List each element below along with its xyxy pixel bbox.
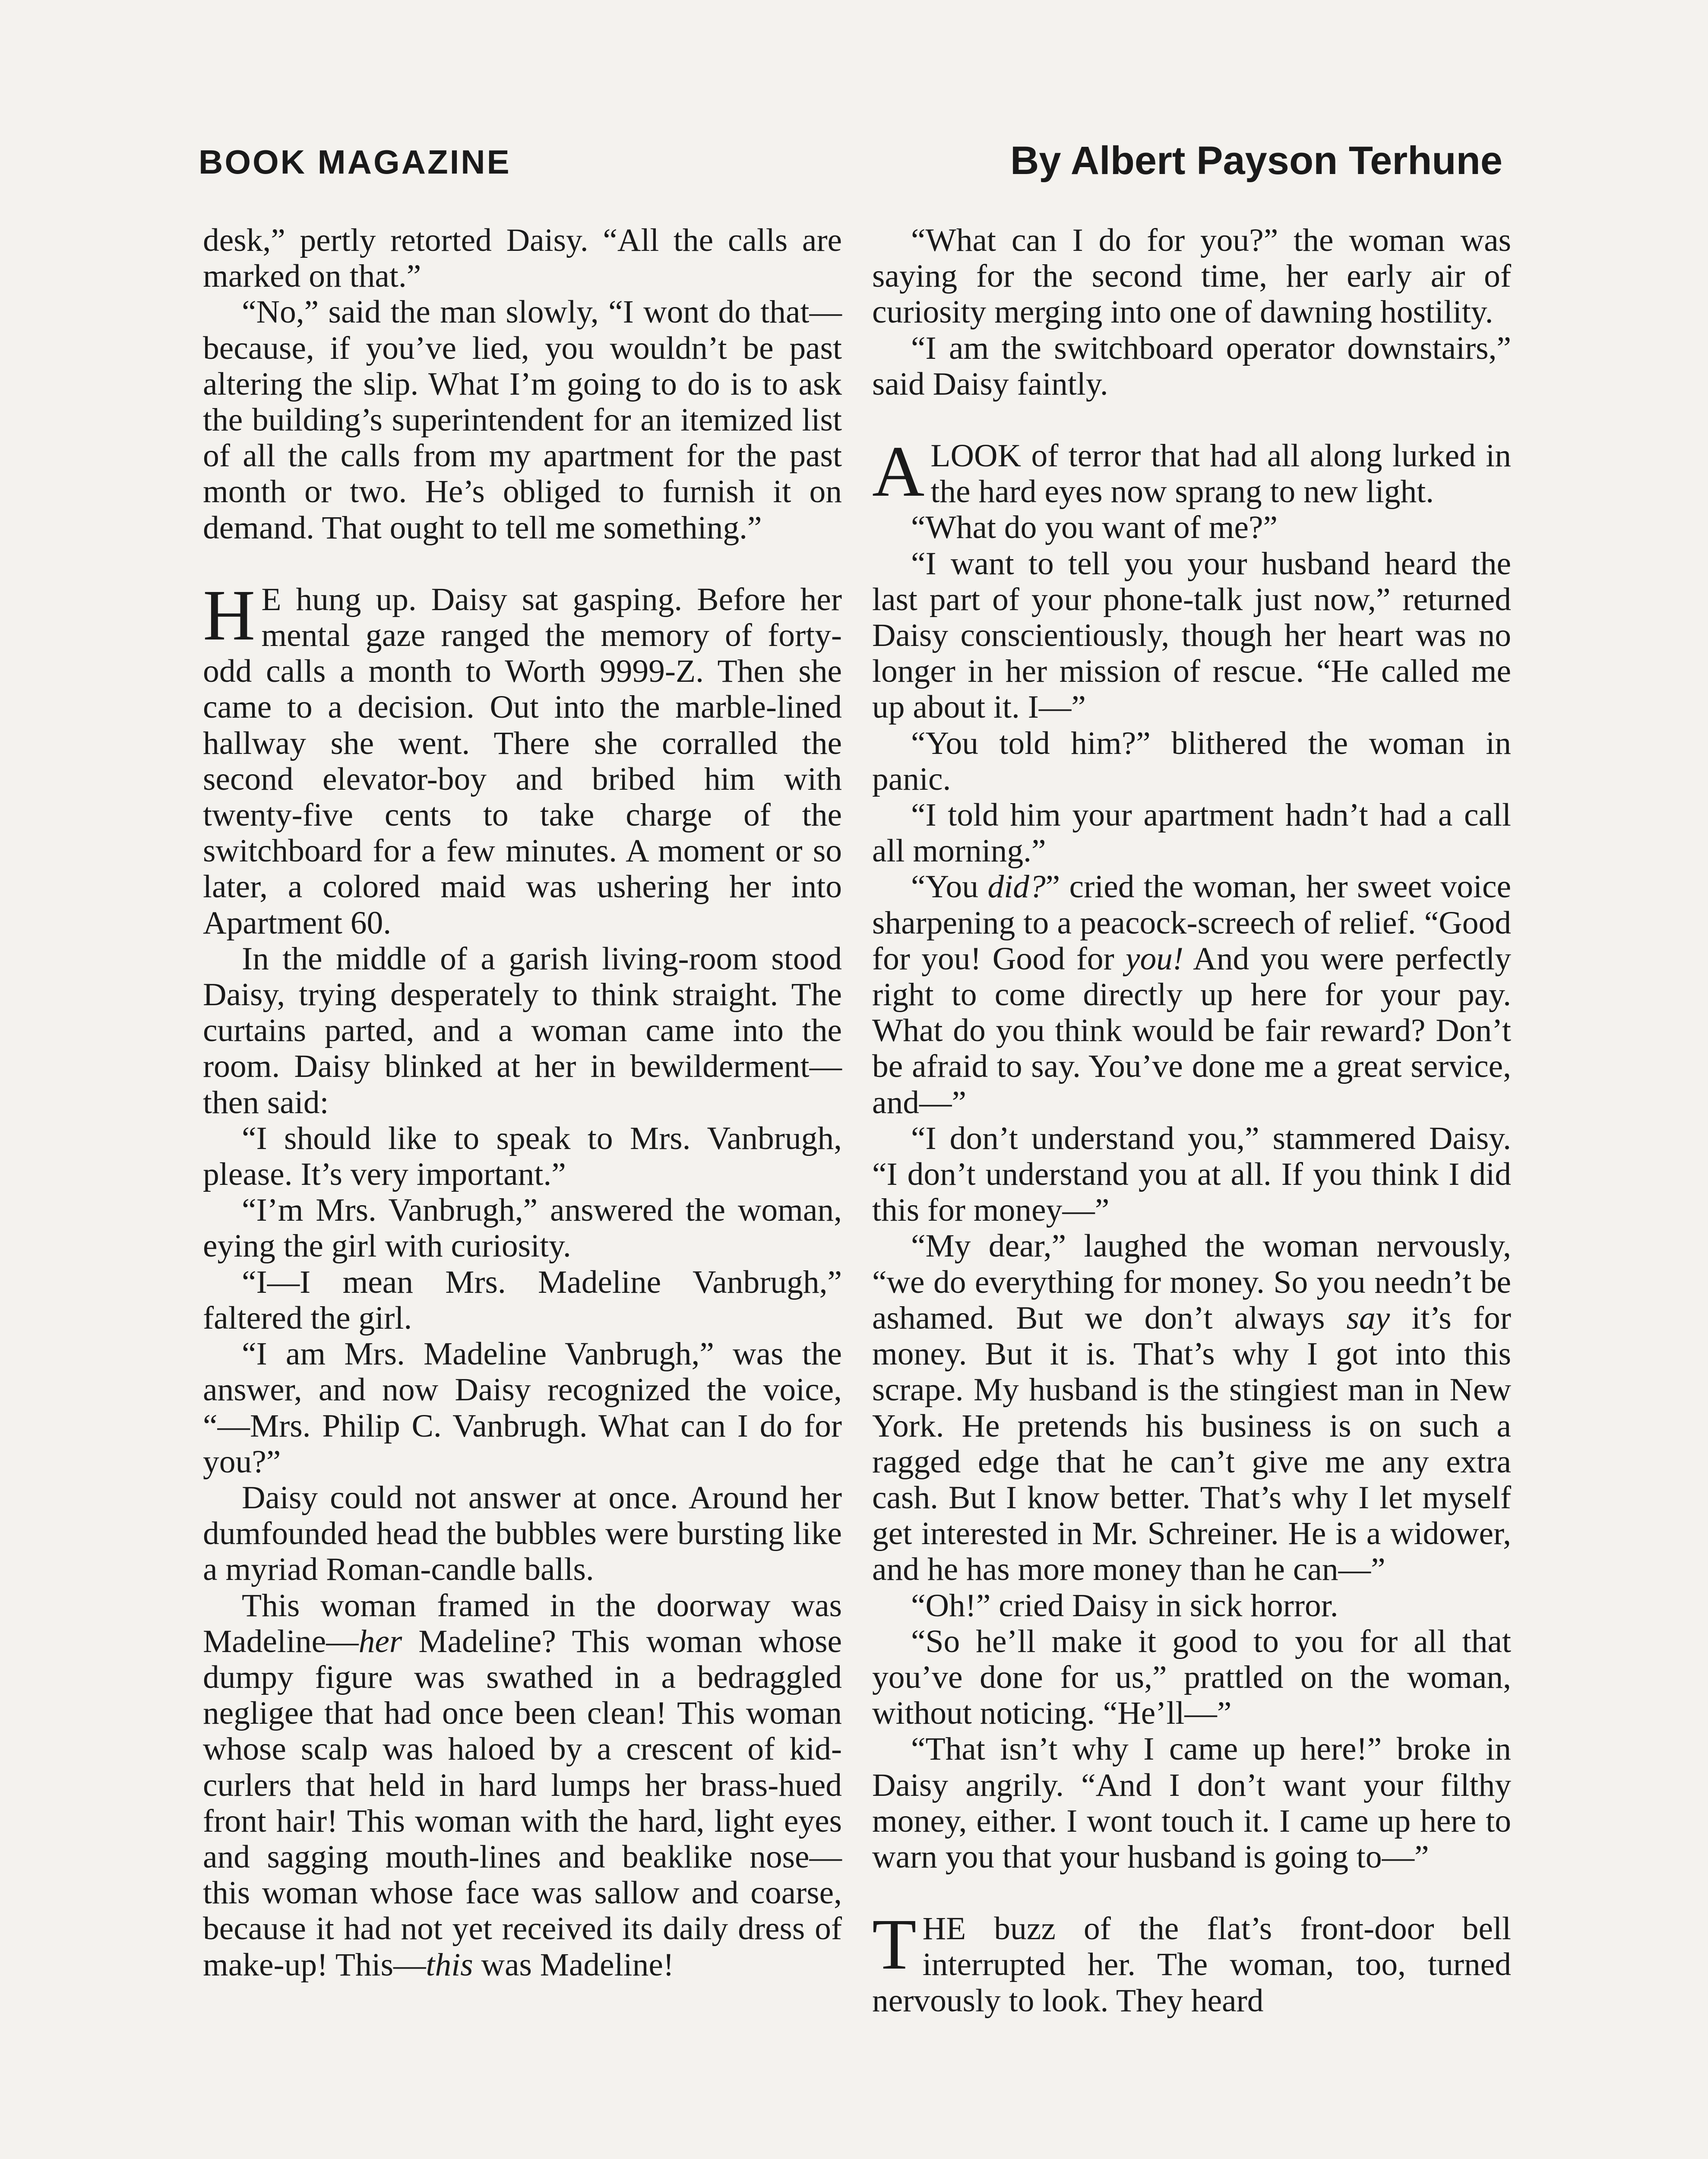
paragraph: desk,” pertly retorted Daisy. “All the calls are marked on that.” — [203, 222, 842, 294]
paragraph: “I should like to speak to Mrs. Vanbrugh, please. It’s very important.” — [203, 1120, 842, 1193]
paragraph: “I—I mean Mrs. Madeline Vanbrugh,” faltered the girl. — [203, 1264, 842, 1336]
paragraph: In the middle of a garish living-room stood Daisy, trying desperately to think straight. The curtains parted, and a woman came into the room. Daisy blinked at her in bewilderment—then said: — [203, 940, 842, 1121]
left-column — [203, 222, 842, 1983]
right-column — [872, 222, 1511, 2019]
paragraph: “You told him?” blithered the woman in panic. — [872, 725, 1511, 797]
paragraph: This woman framed in the doorway was Madeline—her Madeline? This woman whose dumpy figure was swathed in a bedraggled negligee that had once been clean! This woman whose scalp was haloed by a crescent of kid-curlers that held in hard lumps her brass-hued front hair! This woman with the hard, light eyes and sagging mouth-lines and beaklike nose—this woman whose face was sallow and coarse, because it had not yet received its daily dress of make-up! This—this was Madeline! — [203, 1587, 842, 1983]
paragraph: “I am Mrs. Madeline Vanbrugh,” was the answer, and now Daisy recognized the voice, “—Mrs. Philip C. Vanbrugh. What can I do for you?” — [203, 1336, 842, 1480]
drop-cap: H — [203, 575, 256, 655]
section-paragraph: THE buzz of the flat’s front-door bell interrupted her. The woman, too, turned nervously to look. They heard — [872, 1904, 1511, 2019]
drop-cap: A — [872, 431, 925, 512]
author-byline: By Albert Payson Terhune — [1010, 139, 1502, 183]
paragraph: “What can I do for you?” the woman was saying for the second time, her early air of curiosity merging into one of dawning hostility. — [872, 222, 1511, 330]
running-head — [199, 138, 1502, 190]
paragraph: “That isn’t why I came up here!” broke in Daisy angrily. “And I don’t want your filthy money, either. I wont touch it. I came up here to warn you that your husband is going to—” — [872, 1731, 1511, 1875]
magazine-title: BOOK MAGAZINE — [199, 143, 511, 181]
paragraph: “You did?” cried the woman, her sweet voice sharpening to a peacock-screech of relief. “Good for you! Good for you! And you were perfectly right to come directly up here for your pay. What do you think would be fair reward? Don’t be afraid to say. You’ve done me a great service, and—” — [872, 869, 1511, 1121]
paragraph: “What do you want of me?” — [911, 510, 1278, 546]
paragraph: “I’m Mrs. Vanbrugh,” answered the woman, eying the girl with curiosity. — [203, 1192, 842, 1264]
paragraph: “I want to tell you your husband heard the last part of your phone-talk just now,” returned Daisy conscientiously, though her heart was no longer in her mission of rescue. “He called me up about it. I—” — [872, 545, 1511, 725]
paragraph: Daisy could not answer at once. Around her dumfounded head the bubbles were bursting like a myriad Roman-candle balls. — [203, 1479, 842, 1588]
paragraph: “No,” said the man slowly, “I wont do that—because, if you’ve lied, you wouldn’t be past altering the slip. What I’m going to do is to ask the building’s superintendent for an itemized list of all the calls from my apartment for the past month or two. He’s obliged to furnish it on demand. That ought to tell me something.” — [203, 294, 842, 546]
paragraph: “Oh!” cried Daisy in sick horror. — [911, 1587, 1338, 1624]
drop-cap: T — [872, 1904, 917, 1985]
paragraph: “So he’ll make it good to you for all that you’ve done for us,” prattled on the woman, without noticing. “He’ll—” — [872, 1623, 1511, 1732]
paragraph: “My dear,” laughed the woman nervously, “we do everything for money. So you needn’t be ashamed. But we don’t always say it’s for money. But it is. That’s why I got into this scrape. My husband is the stingiest man in New York. He pretends his business is on such a ragged edge that he can’t give me any extra cash. But I know better. That’s why I let myself get interested in Mr. Schreiner. He is a widower, and he has more money than he can—” — [872, 1228, 1511, 1588]
paragraph: “I told him your apartment hadn’t had a call all morning.” — [872, 797, 1511, 869]
section-paragraph: H E hung up. Daisy sat gasping. Before her mental gaze ranged the memory of forty-odd calls a month to Worth 9999-Z. Then she came to a decision. Out into the marble-lined hallway she went. There she corralled the second elevator-boy and bribed him with twenty-five cents to take charge of the switchboard for a few minutes. A moment or so later, a colored maid was ushering her into Apartment 60. — [203, 575, 842, 941]
section-paragraph: ALOOK of terror that had all along lurked in the hard eyes now sprang to new light. — [872, 431, 1511, 512]
paragraph: “I am the switchboard operator downstairs,” said Daisy faintly. — [872, 330, 1511, 402]
paragraph: “I don’t understand you,” stammered Daisy. “I don’t understand you at all. If you think I did this for money—” — [872, 1120, 1511, 1228]
